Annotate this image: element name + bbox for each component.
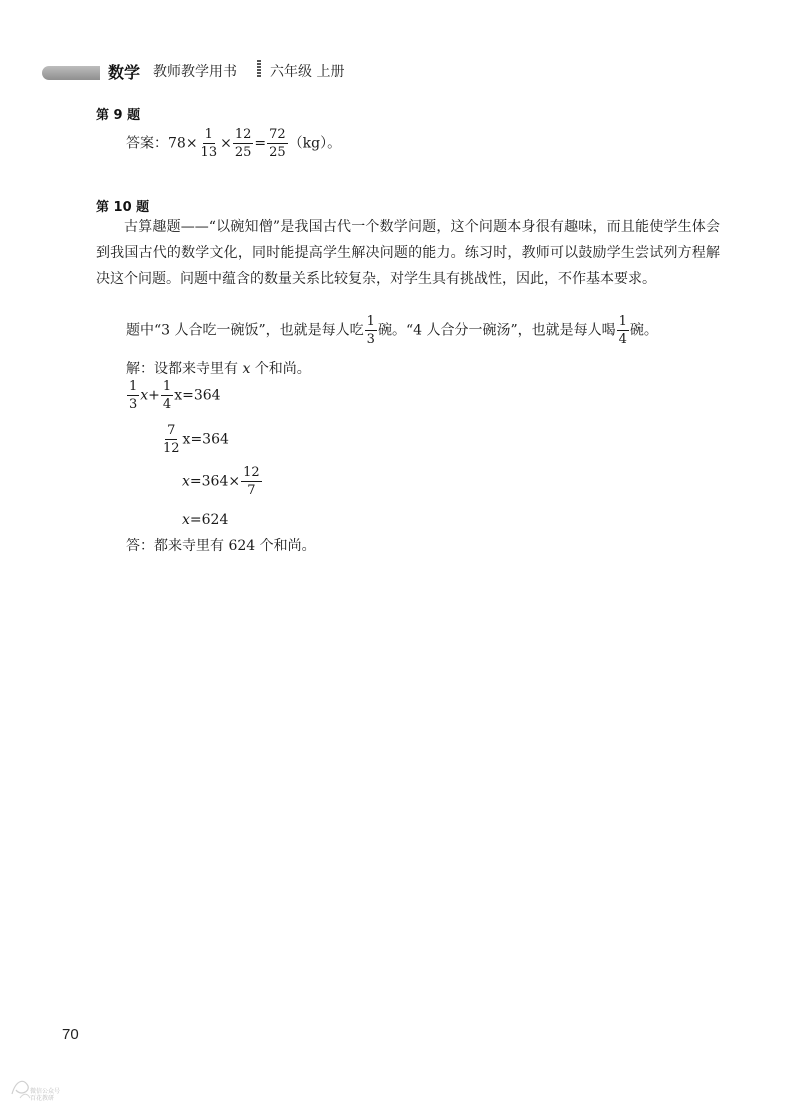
- q10-hint-part2: 碗。“4 人合分一碗汤”，也就是每人喝: [377, 322, 616, 339]
- eq3-variable: x: [182, 473, 190, 490]
- q9-fraction-2: $\frac{12}{25}$: [234, 127, 252, 160]
- q10-solve-suffix: 个和尚。: [254, 361, 311, 377]
- page-header: [0, 48, 800, 92]
- q10-hint: [126, 315, 658, 346]
- q9-fraction-1: $\frac{1}{13}$: [200, 127, 218, 160]
- eq1-fraction-b: $\frac{1}{4}$: [162, 379, 172, 412]
- eq1-end: x=364: [174, 387, 221, 404]
- q9-fraction-3: $\frac{72}{25}$: [269, 127, 286, 160]
- eq4-variable: x: [182, 512, 190, 528]
- q9-unit: （kg）。: [288, 135, 342, 152]
- eq1-mid: x+: [140, 387, 160, 404]
- q10-hint-fraction-1: $\frac{1}{3}$: [366, 314, 375, 347]
- eq1-fraction-a: $\frac{1}{3}$: [129, 379, 138, 412]
- eq2-end: x=364: [182, 431, 229, 448]
- watermark-line2: 百花教研: [30, 1095, 55, 1102]
- q10-equation-3: [182, 466, 263, 497]
- header-grade: 六年级 上册: [270, 64, 345, 80]
- q10-paragraph: 古算趣题——“以碗知僧”是我国古代一个数学问题，这个问题本身很有趣味，而且能使学生体会到我国古代的数学文化，同时能提高学生解决问题的能力。练习时，教师可以鼓励学生尝试列方程解决这个问题。问题中蕴含的数量关系比较复杂，对学生具有挑战性，因此，不作基本要求。: [96, 219, 720, 287]
- q9-heading: 第 9 题: [96, 108, 141, 123]
- q10-solve-intro: [126, 358, 311, 378]
- eq4-end: =624: [189, 512, 229, 528]
- watermark-text: [30, 1088, 60, 1102]
- q9-times: ×: [220, 135, 232, 152]
- header-divider: [257, 60, 261, 78]
- q10-solve-prefix: 解：设都来寺里有: [126, 361, 238, 377]
- q10-hint-part1: 题中“3 人合吃一碗饭”，也就是每人吃: [126, 322, 364, 339]
- q10-hint-part3: 碗。: [629, 322, 658, 339]
- eq2-fraction: $\frac{7}{12}$: [163, 423, 180, 456]
- q10-heading: 第 10 题: [96, 200, 150, 215]
- eq3-mid: =364×: [189, 473, 241, 490]
- header-tab-decoration: [42, 66, 100, 80]
- q10-equation-4: [182, 512, 228, 528]
- eq3-fraction: $\frac{12}{7}$: [243, 465, 260, 498]
- q9-answer: [126, 128, 341, 159]
- q10-final-answer: 答：都来寺里有 624 个和尚。: [126, 538, 316, 554]
- page-number: 70: [62, 1026, 79, 1043]
- q9-answer-prefix: 答案：78×: [126, 135, 198, 152]
- header-subject: 数学: [108, 63, 141, 82]
- q10-equation-2: [160, 424, 229, 455]
- q10-hint-fraction-2: $\frac{1}{4}$: [618, 314, 627, 347]
- q9-equals: =: [254, 135, 267, 152]
- q10-solve-variable: x: [242, 361, 251, 377]
- q10-equation-1: [126, 380, 221, 411]
- watermark-line1: 微信公众号: [30, 1088, 61, 1095]
- header-book-title: 教师教学用书: [153, 64, 237, 80]
